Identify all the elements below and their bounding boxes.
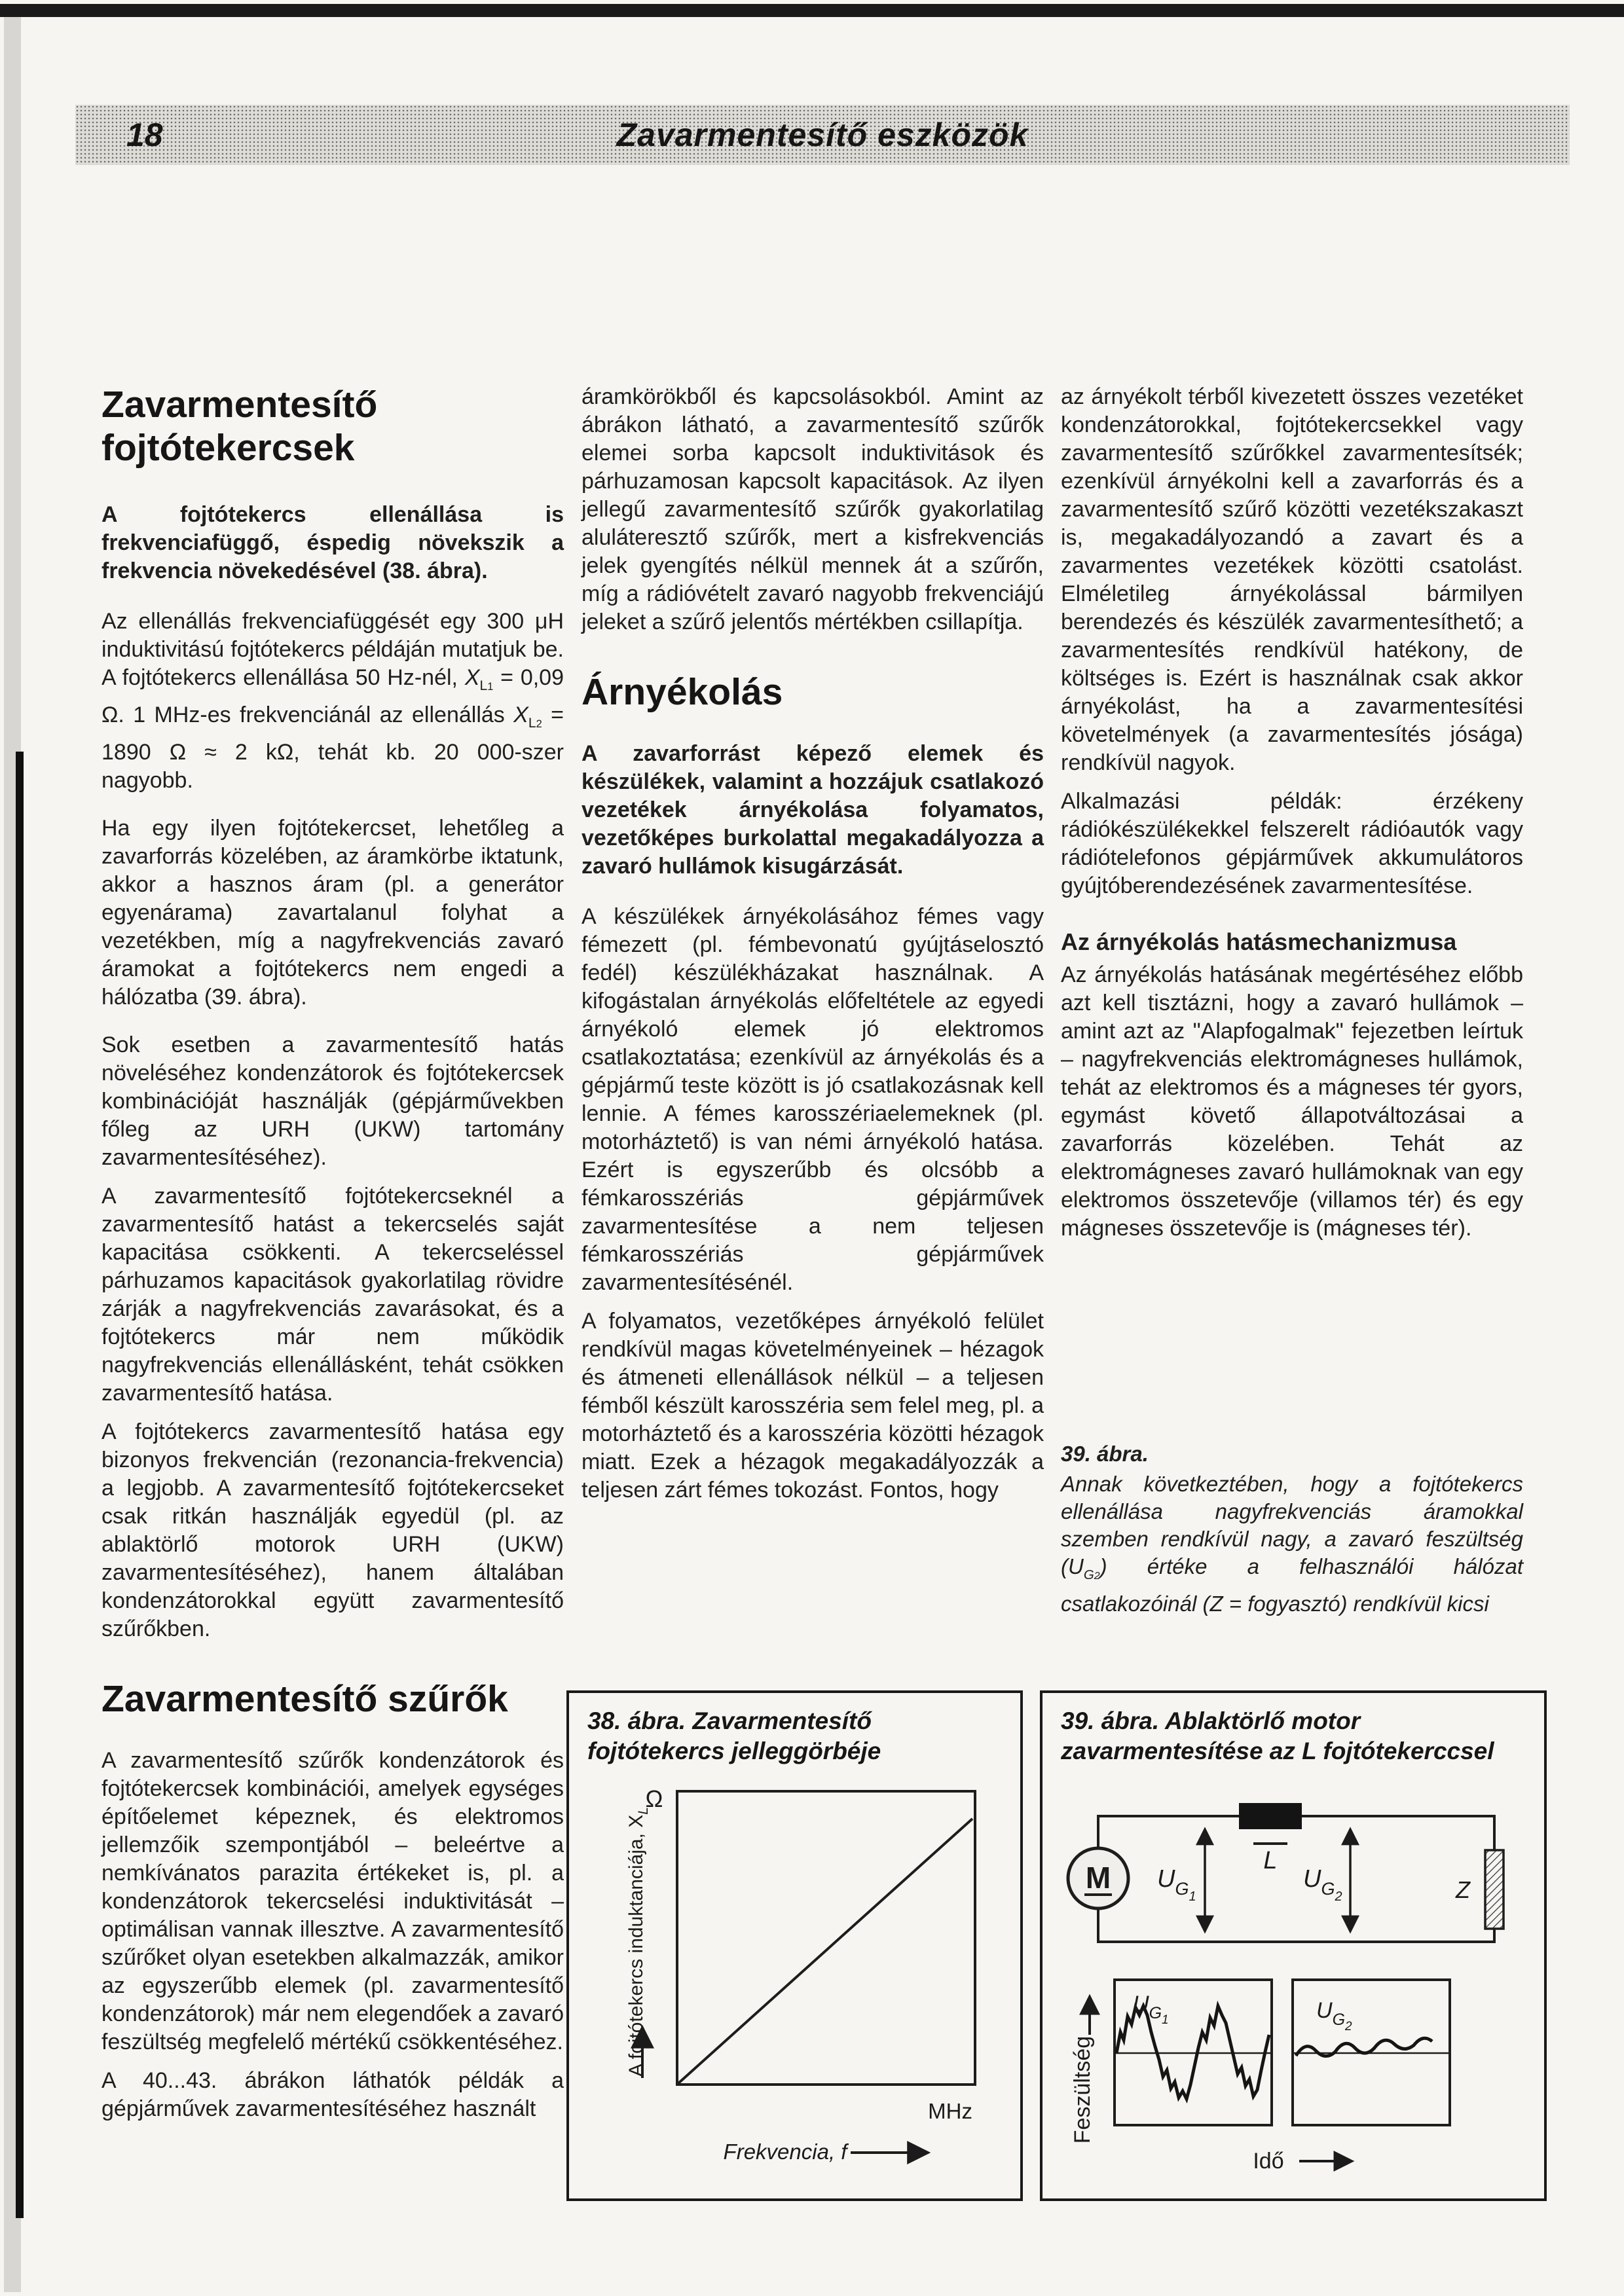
ug2-label: $U_{G2}$ [1303, 1865, 1342, 1904]
page-header-bar [75, 105, 1570, 165]
section-heading-fojtotekercsek: Zavarmentesítő fojtótekercsek [101, 384, 378, 469]
text-run: Annak következtében, hogy a fojtótekercs ellenállása nagyfrekvenciás áramokkal szemben rendkívül nagy, a zavaró feszültség (U [1061, 1472, 1523, 1578]
paragraph: A folyamatos, vezetőképes árnyékoló felület rendkívül magas követelményeinek – hézagok és átmeneti ellenállások nélkül – a teljesen fémből készült karosszéria sem felel meg, pl. a motorháztető és a karosszéria közötti hézagok miatt. Ezek a hézagok megakadályozzák a teljesen zárt fémes tokozást. Fontos, hogy [581, 1309, 1044, 1503]
figure-38 [566, 1690, 1023, 2201]
time-axis-label: Idő [1253, 2149, 1284, 2174]
paragraph: áramkörökből és kapcsolásokból. Amint az ábrákon látható, a zavarmentesítő szűrők elemei sorba kapcsolt induktivitások és párhuzamosan kapcsolt kapacitások. Az ilyen jellegű zavarmentesítő szűrők gyakorlatilag aluláteresztő szűrők, mert a kisfrekvenciás jelek gyengítés nélkül mennek át a szűrőn, míg a rádióvételt zavaró nagyobb frekvenciájú jeleket a szűrő jelentős mértékben csillapítja. [581, 384, 1044, 634]
paragraph: Alkalmazási példák: érzékeny rádiókészülékekkel felszerelt rádióautók vagy rádiótelefonos gépjárművek akkumulátoros gyújtóberendezésének zavarmentesítése. [1061, 789, 1523, 898]
text-run: ) értéke a felhasználói hálózat csatlakozóinál (Z = fogyasztó) rendkívül kicsi [1061, 1554, 1523, 1616]
ug1-wave-label: $U_{G1}$ [1133, 1992, 1169, 2027]
ug2-wave-label: $U_{G2}$ [1316, 1998, 1352, 2033]
choke-label: L [1263, 1847, 1278, 1874]
voltage-axis-label: Feszültség [1070, 2035, 1095, 2144]
plot-frame [677, 1791, 975, 2085]
paragraph [101, 608, 564, 795]
ug1-label: $U_{G1}$ [1157, 1865, 1196, 1904]
paragraph: A zavarmentesítő szűrők kondenzátorok és fojtótekercsek kombinációi, amelyek egységes építőelemet képeznek, és elektromos jellemzőik szempontjából – beleértve a nemkívánatos parazita értékeket is, pl. a kondenzátorok tekercselési induktivitását – optimálisan vannak illesztve. A zavarmentesítő szűrőket olyan esetekben alkalmazzák, amikor az egyszerűbb elemek (pl. zavarmentesítő kondenzátorok) már nem elegendőek a zavaró feszültség megfelelő mértékű csökkentéséhez. [101, 1747, 564, 2054]
chapter-title: Zavarmentesítő eszközök [616, 117, 1029, 153]
lead-paragraph: A zavarforrást képező elemek és készülékek, valamint a hozzájuk csatlakozó vezetékek árnyékolása folyamatos, vezetőképes burkolattal megakadályozza a zavaró hullámok kisugárzását. [581, 741, 1044, 879]
column-2 [581, 383, 1044, 1515]
lead-paragraph: A fojtótekercs ellenállása is frekvenciafüggő, éspedig növekszik a frekvencia növekedésével (38. ábra). [101, 502, 564, 583]
variable-XL2: X [513, 702, 528, 727]
motor-label: M [1085, 1861, 1111, 1895]
paragraph: Sok esetben a zavarmentesítő hatás növeléséhez kondenzátorok és fojtótekercsek kombinációját használják (gépjárművekben főleg az URH (UKW) tartomány zavarmentesítéséhez). [101, 1032, 564, 1170]
scan-spine-line [16, 752, 24, 2218]
variable-XL1: X [464, 665, 480, 690]
subscript: G2 [1083, 1567, 1100, 1582]
x-axis-label: Frekvencia, f [723, 2140, 847, 2164]
subscript: L1 [479, 678, 494, 693]
column-3 [1061, 383, 1523, 1253]
y-axis-unit: Ω [645, 1785, 663, 1812]
paragraph: A zavarmentesítő fojtótekercseknél a zavarmentesítő hatást a tekercselés saját kapacitása csökkenti. A tekercseléssel párhuzamos kapacitások gyakorlatilag rövidre zárják a nagyfrekvenciás zavarásokat, és a fojtótekercs már nem működik nagyfrekvenciás ellenállásként, tehát csökken zavarmentesítő hatása. [101, 1183, 564, 1406]
section-heading-arnyekolas: Árnyékolás [581, 671, 783, 713]
circuit-bottom-wire [1098, 1908, 1494, 1942]
figure-39-diagram [1043, 1770, 1544, 2196]
figure-39-caption: 39. ábra. Ablaktörlő motor zavarmentesítése az L fojtótekerccsel [1061, 1707, 1494, 1764]
subscript: L2 [528, 715, 542, 731]
scan-edge-top [0, 4, 1624, 17]
inductance-curve [678, 1819, 972, 2083]
figure-39-note [1061, 1440, 1523, 1618]
choke-coil-symbol [1239, 1803, 1302, 1829]
paragraph: A készülékek árnyékolásához fémes vagy fémezett (pl. fémbevonatú gyújtáselosztó fedél) készülékházakat használnak. A kifogástalan árnyékolás előfeltétele az egyedi árnyékoló elemek jó elektromos csatlakoztatása; ezenkívül az árnyékolás és a gépjármű teste között is jó csatlakozásnak kell lennie. A fémes karosszériaelemeknek (pl. motorháztető) is van némi árnyékoló hatása. Ezért is egyszerűbb és olcsóbb a fémkarosszériás gépjárművek zavarmentesítése a nem teljesen fémkarosszériás gépjárművek zavarmentesítésénél. [581, 904, 1044, 1295]
paragraph: A 40...43. ábrákon láthatók példák a gépjárművek zavarmentesítéséhez használt [101, 2068, 564, 2121]
paragraph: Az árnyékolás hatásának megértéséhez előbb azt kell tisztázni, hogy a zavaró hullámok – amint azt az "Alapfogalmak" fejezetben leírtuk – nagyfrekvenciás elektromágneses hullámok, tehát az elektromos és a mágneses tér gyors, egymást követő állapotváltozásai a zavarforrás közelében. Tehát az elektromágneses zavaró hullámoknak van egy elektromos összetevője (villamos tér) és egy mágneses összetevője is (mágneses tér). [1061, 962, 1523, 1241]
load-label: Z [1456, 1876, 1470, 1903]
column-1 [101, 383, 564, 2134]
figure-39-note-text [1061, 1470, 1523, 1618]
paragraph: A fojtótekercs zavarmentesítő hatása egy bizonyos frekvencián (rezonancia-frekvencia) a legjobb. A zavarmentesítő fojtótekercseket csak ritkán használják egyedül (pl. az ablaktörlő motorok URH (UKW) zavarmentesítéséhez), hanem általában kondenzátorokkal együtt zavarmentesítő szűrőkben. [101, 1419, 564, 1641]
figure-38-chart [569, 1770, 1020, 2183]
text-run: Az ellenállás frekvenciafüggését egy 300 μH induktivitású fojtótekercs példáján mutatjuk be. A fojtótekercs ellenállása 50 Hz-nél, [101, 609, 564, 690]
x-axis-unit: MHz [928, 2099, 972, 2123]
page-number: 18 [126, 117, 163, 153]
load-impedance-symbol [1485, 1850, 1504, 1929]
section-heading-szurok: Zavarmentesítő szűrők [101, 1677, 508, 1720]
figure-39-note-title: 39. ábra. [1061, 1442, 1149, 1466]
text-run: = 1890 Ω ≈ 2 kΩ, tehát kb. 20 000-szer nagyobb. [101, 702, 564, 793]
figure-38-caption: 38. ábra. Zavarmentesítő fojtótekercs jelleggörbéje [587, 1707, 881, 1764]
text-run: = 0,09 Ω. 1 MHz-es frekvenciánál az ellenállás [101, 665, 564, 727]
paragraph: Ha egy ilyen fojtótekercset, lehetőleg a zavarforrás közelében, az áramkörbe iktatunk, akkor a hasznos áram (pl. a generátor egyenárama) zavartalanul folyhat a vezetékben, míg a nagyfrekvenciás zavaró áramokat a fojtótekercs nem engedi a hálózatba (39. ábra). [101, 815, 564, 1010]
figure-39 [1040, 1690, 1547, 2201]
y-axis-label: A fojtótekercs induktanciája, $X_L$ [625, 1807, 651, 2077]
paragraph: az árnyékolt térből kivezetett összes vezetéket kondenzátorokkal, fojtótekercsekkel vagy zavarmentesítő szűrőkkel zavarmentesítsék; ezenkívül árnyékolni kell a zavarforrás és a zavarmentesítő szűrő közötti vezetékszakaszt is, megakadályozandó a zavart és a zavarmentes vezetékek közötti csatolást. Elméletileg árnyékolással bármilyen berendezés és készülék zavarmentesíthető; a zavarmentesítés rendkívül hatékony, de költséges is. Ezért is használnak csak akkor árnyékolást, ha a zavarmentesítési követelmények (a zavarmentesítés jósága) rendkívül nagyok. [1061, 384, 1523, 775]
subsection-heading-hatasmechanizmus: Az árnyékolás hatásmechanizmusa [1061, 928, 1457, 955]
